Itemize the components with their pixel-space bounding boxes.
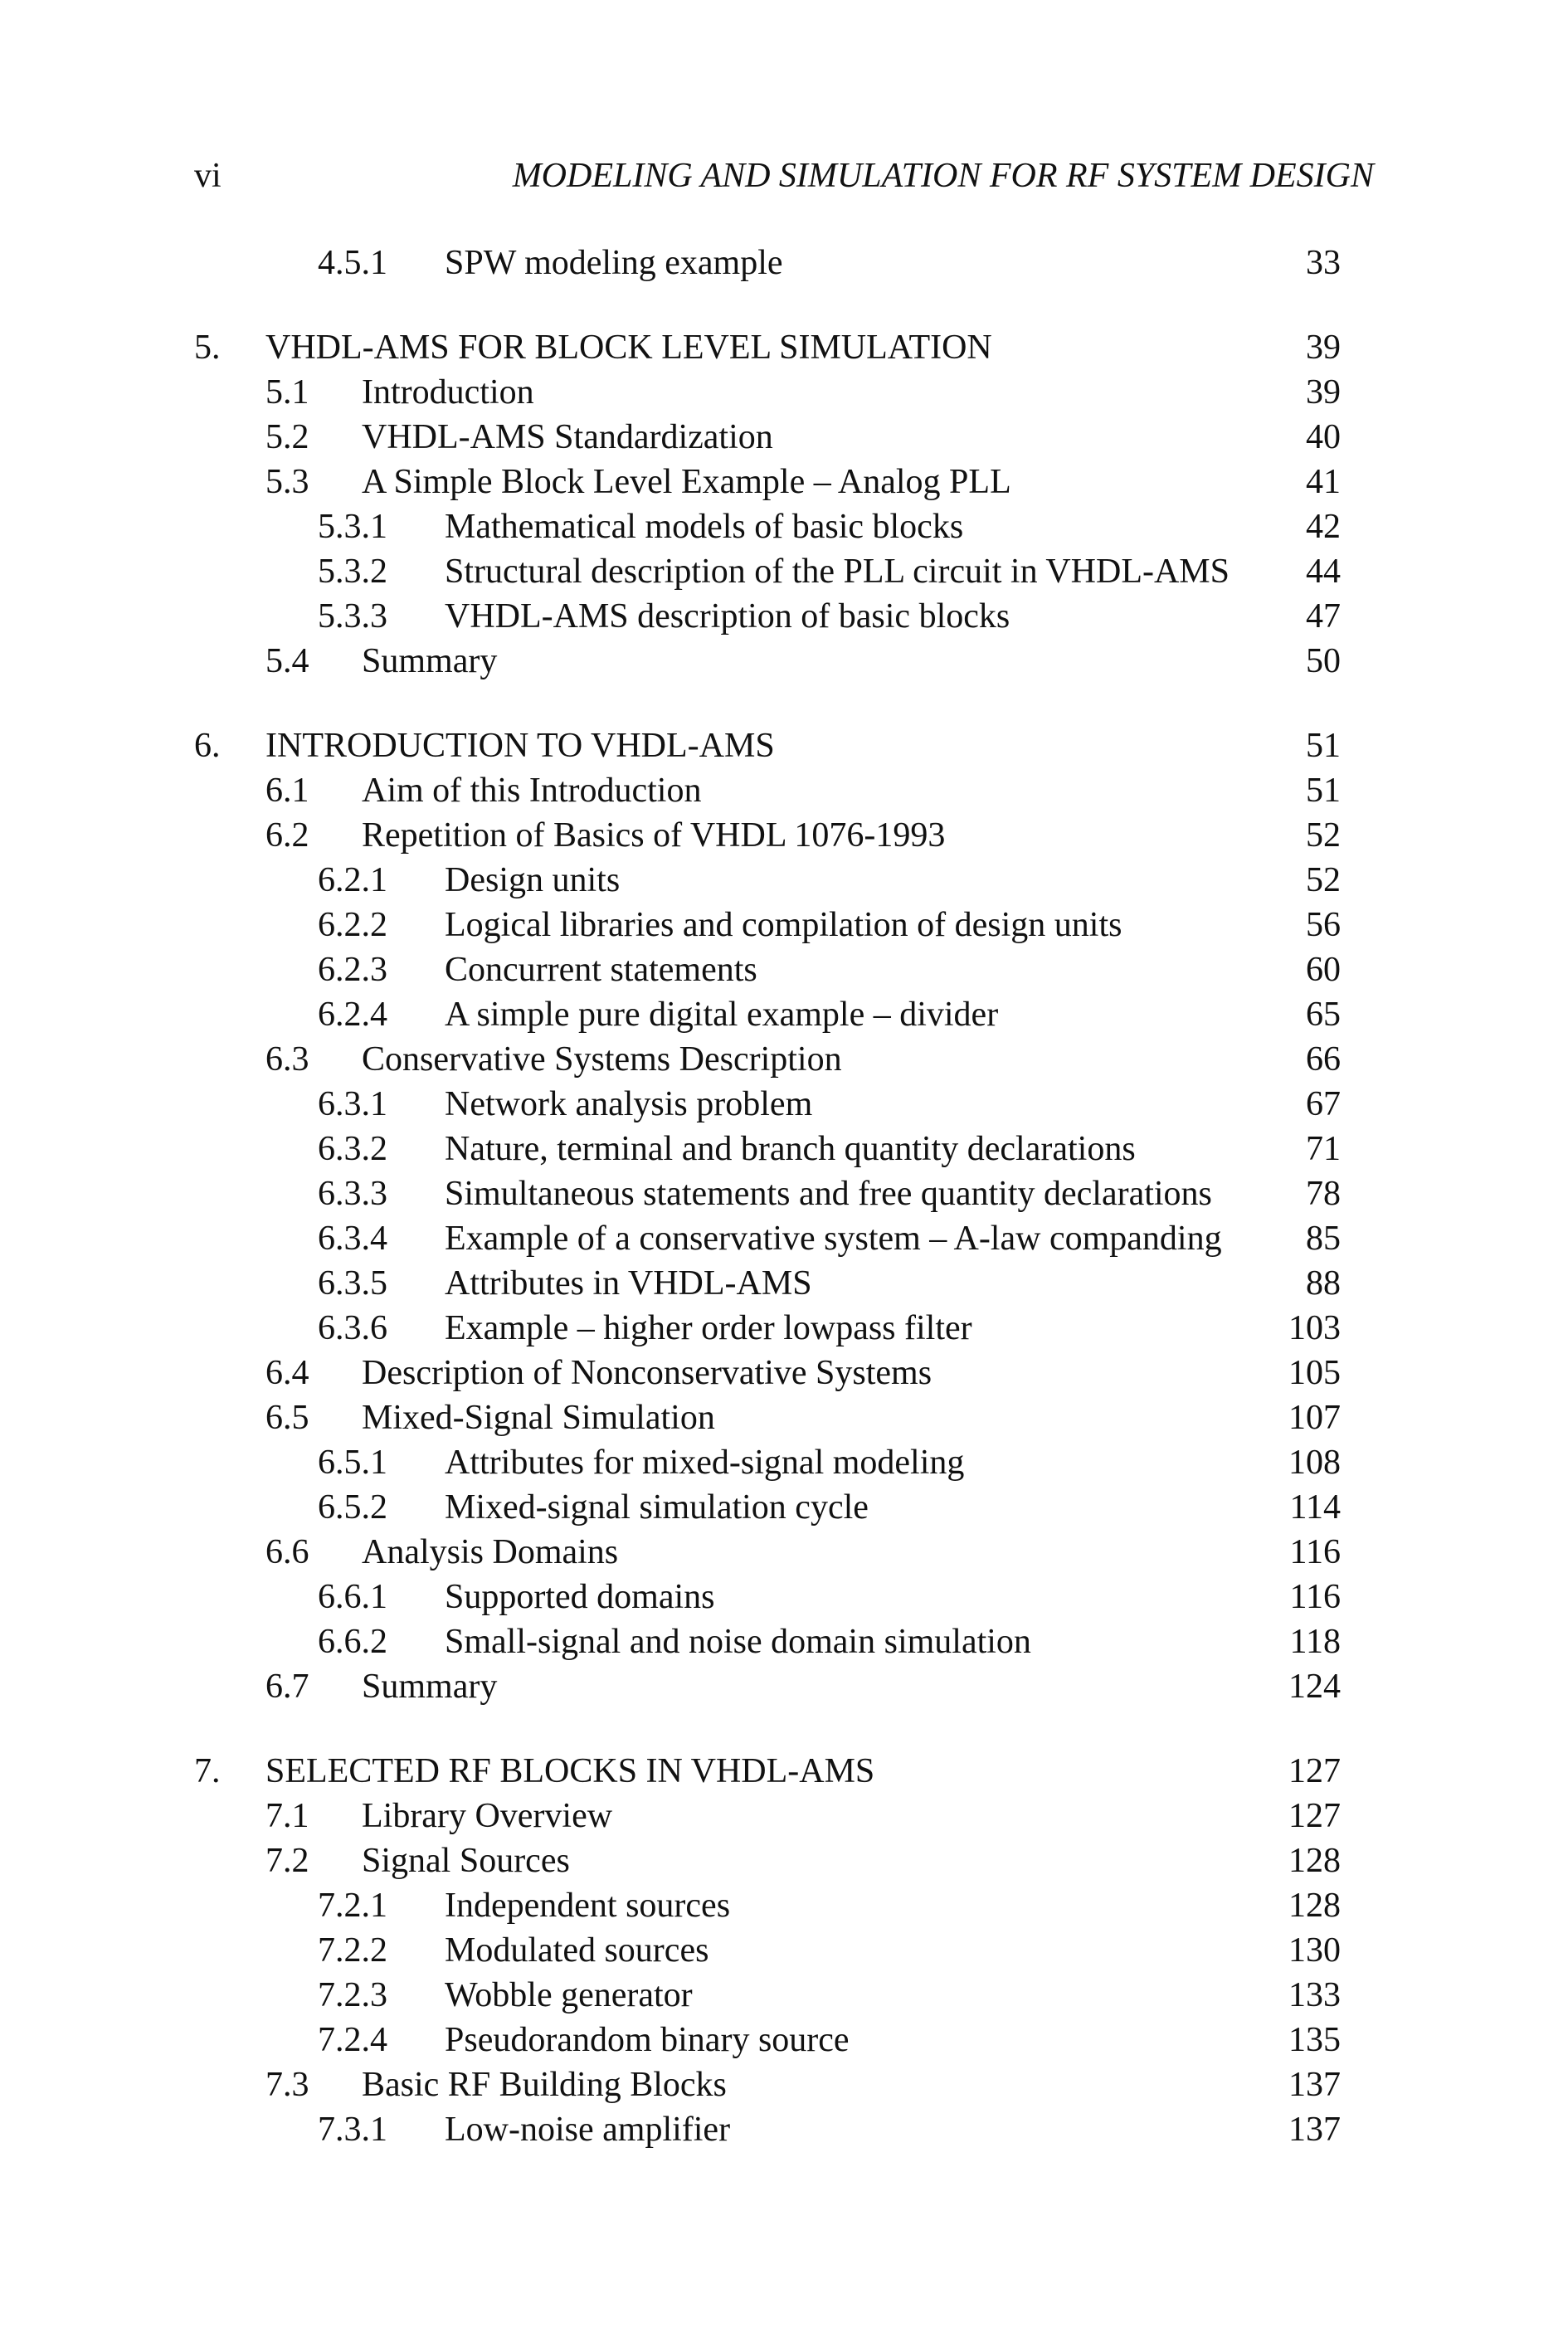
entry-number: 6.3.1: [318, 1085, 387, 1123]
entry-page: 60: [1306, 951, 1341, 989]
entry-number: 6.6: [265, 1533, 309, 1571]
toc-subsection-entry: [194, 1440, 1341, 1485]
entry-title: Nature, terminal and branch quantity declarations: [445, 1130, 1136, 1168]
entry-title: SELECTED RF BLOCKS IN VHDL-AMS: [265, 1752, 875, 1790]
entry-page: 127: [1288, 1797, 1341, 1835]
toc-subsection-entry: [194, 2018, 1341, 2062]
table-of-contents: [194, 241, 1341, 2192]
entry-number: 7.2.2: [318, 1931, 387, 1970]
entry-number: 6.6.2: [318, 1623, 387, 1661]
entry-title: Library Overview: [362, 1797, 613, 1835]
entry-number: 6.4: [265, 1354, 309, 1392]
entry-title: Pseudorandom binary source: [445, 2021, 850, 2059]
toc-section-entry: [194, 1838, 1341, 1883]
entry-page: 130: [1288, 1931, 1341, 1970]
entry-page: 137: [1288, 2066, 1341, 2104]
entry-number: 4.5.1: [318, 244, 387, 282]
toc-subsection-entry: [194, 1928, 1341, 1973]
entry-title: Introduction: [362, 373, 534, 411]
toc-section-entry: [194, 813, 1341, 858]
entry-page: 118: [1289, 1623, 1341, 1661]
entry-title: Summary: [362, 642, 498, 680]
toc-chapter-entry: [194, 1749, 1341, 1794]
entry-number: 6.2.1: [318, 861, 387, 899]
entry-title: Wobble generator: [445, 1976, 693, 2014]
toc-chapter-group: [194, 241, 1341, 285]
entry-page: 108: [1288, 1444, 1341, 1482]
entry-page: 40: [1306, 418, 1341, 456]
entry-title: Description of Nonconservative Systems: [362, 1354, 933, 1392]
entry-page: 66: [1306, 1040, 1341, 1079]
entry-number: 6.1: [265, 772, 309, 810]
entry-number: 6.3.5: [318, 1264, 387, 1303]
entry-page: 116: [1289, 1578, 1341, 1616]
toc-section-entry: [194, 1664, 1341, 1709]
toc-subsection-entry: [194, 1883, 1341, 1928]
entry-page: 56: [1306, 906, 1341, 944]
entry-number: 6.3.3: [318, 1175, 387, 1213]
toc-section-entry: [194, 415, 1341, 460]
entry-title: VHDL-AMS Standardization: [362, 418, 773, 456]
entry-page: 114: [1289, 1488, 1341, 1527]
entry-title: Structural description of the PLL circuit in VHDL-AMS: [445, 553, 1230, 591]
entry-page: 124: [1288, 1668, 1341, 1706]
toc-subsection-entry: [194, 1082, 1341, 1127]
entry-number: 6.6.1: [318, 1578, 387, 1616]
entry-number: 7.: [194, 1752, 221, 1790]
entry-title: Supported domains: [445, 1578, 715, 1616]
toc-subsection-entry: [194, 1127, 1341, 1171]
entry-page: 71: [1306, 1130, 1341, 1168]
entry-title: Basic RF Building Blocks: [362, 2066, 727, 2104]
toc-section-entry: [194, 768, 1341, 813]
entry-page: 44: [1306, 553, 1341, 591]
entry-number: 5.3: [265, 463, 309, 501]
entry-number: 7.2.1: [318, 1887, 387, 1925]
entry-number: 6.3.6: [318, 1309, 387, 1347]
entry-title: A simple pure digital example – divider: [445, 996, 999, 1034]
entry-page: 133: [1288, 1976, 1341, 2014]
toc-section-entry: [194, 1395, 1341, 1440]
toc-subsection-entry: [194, 947, 1341, 992]
entry-title: Modulated sources: [445, 1931, 709, 1970]
entry-title: Example – higher order lowpass filter: [445, 1309, 972, 1347]
entry-number: 6.2.3: [318, 951, 387, 989]
toc-section-entry: [194, 370, 1341, 415]
entry-number: 6.3.2: [318, 1130, 387, 1168]
entry-title: Simultaneous statements and free quantity declarations: [445, 1175, 1212, 1213]
entry-number: 6.5.2: [318, 1488, 387, 1527]
toc-subsection-entry: [194, 858, 1341, 903]
entry-title: Repetition of Basics of VHDL 1076-1993: [362, 816, 946, 855]
toc-subsection-entry: [194, 1306, 1341, 1351]
entry-title: Attributes in VHDL-AMS: [445, 1264, 812, 1303]
entry-number: 5.3.2: [318, 553, 387, 591]
toc-subsection-entry: [194, 1485, 1341, 1530]
toc-subsection-entry: [194, 992, 1341, 1037]
entry-page: 42: [1306, 508, 1341, 546]
entry-number: 7.1: [265, 1797, 309, 1835]
entry-page: 41: [1306, 463, 1341, 501]
entry-number: 6.5: [265, 1399, 309, 1437]
entry-title: Logical libraries and compilation of design units: [445, 906, 1122, 944]
entry-page: 51: [1306, 772, 1341, 810]
entry-title: Mixed-signal simulation cycle: [445, 1488, 869, 1527]
page-header: [194, 153, 1374, 198]
toc-chapter-entry: [194, 723, 1341, 768]
entry-number: 5.1: [265, 373, 309, 411]
toc-subsection-entry: [194, 241, 1341, 285]
entry-number: 5.4: [265, 642, 309, 680]
toc-section-entry: [194, 639, 1341, 684]
entry-page: 67: [1306, 1085, 1341, 1123]
toc-subsection-entry: [194, 594, 1341, 639]
entry-page: 33: [1306, 244, 1341, 282]
entry-page: 127: [1288, 1752, 1341, 1790]
entry-title: Attributes for mixed-signal modeling: [445, 1444, 965, 1482]
entry-page: 103: [1288, 1309, 1341, 1347]
entry-title: Independent sources: [445, 1887, 731, 1925]
entry-title: SPW modeling example: [445, 244, 783, 282]
entry-title: Signal Sources: [362, 1842, 570, 1880]
toc-subsection-entry: [194, 1171, 1341, 1216]
toc-section-entry: [194, 1530, 1341, 1575]
entry-number: 6.5.1: [318, 1444, 387, 1482]
entry-title: Summary: [362, 1668, 498, 1706]
entry-page: 105: [1288, 1354, 1341, 1392]
entry-number: 5.: [194, 329, 221, 367]
entry-page: 135: [1288, 2021, 1341, 2059]
entry-page: 51: [1306, 727, 1341, 765]
toc-section-entry: [194, 1794, 1341, 1838]
entry-number: 5.3.3: [318, 597, 387, 635]
entry-title: Design units: [445, 861, 621, 899]
entry-number: 6.7: [265, 1668, 309, 1706]
entry-title: Small-signal and noise domain simulation: [445, 1623, 1031, 1661]
entry-title: VHDL-AMS description of basic blocks: [445, 597, 1010, 635]
toc-chapter-entry: [194, 325, 1341, 370]
entry-number: 5.3.1: [318, 508, 387, 546]
entry-page: 65: [1306, 996, 1341, 1034]
entry-title: A Simple Block Level Example – Analog PLL: [362, 463, 1011, 501]
entry-number: 6.: [194, 727, 221, 765]
entry-page: 128: [1288, 1887, 1341, 1925]
entry-number: 6.2.4: [318, 996, 387, 1034]
toc-subsection-entry: [194, 504, 1341, 549]
entry-page: 39: [1306, 329, 1341, 367]
entry-number: 6.3.4: [318, 1220, 387, 1258]
entry-title: INTRODUCTION TO VHDL-AMS: [265, 727, 775, 765]
entry-page: 52: [1306, 861, 1341, 899]
running-title: MODELING AND SIMULATION FOR RF SYSTEM DESIGN: [512, 157, 1374, 195]
entry-page: 88: [1306, 1264, 1341, 1303]
entry-page: 137: [1288, 2111, 1341, 2149]
entry-number: 7.3: [265, 2066, 309, 2104]
entry-title: Example of a conservative system – A-law companding: [445, 1220, 1222, 1258]
page-number: vi: [194, 157, 222, 195]
toc-subsection-entry: [194, 1575, 1341, 1619]
toc-subsection-entry: [194, 2107, 1341, 2152]
entry-page: 128: [1288, 1842, 1341, 1880]
entry-title: Concurrent statements: [445, 951, 757, 989]
toc-subsection-entry: [194, 1973, 1341, 2018]
toc-subsection-entry: [194, 903, 1341, 947]
entry-number: 6.2.2: [318, 906, 387, 944]
toc-chapter-group: [194, 1749, 1341, 2152]
entry-page: 39: [1306, 373, 1341, 411]
entry-page: 52: [1306, 816, 1341, 855]
entry-number: 6.2: [265, 816, 309, 855]
entry-title: VHDL-AMS FOR BLOCK LEVEL SIMULATION: [265, 329, 992, 367]
entry-number: 7.2.3: [318, 1976, 387, 2014]
toc-section-entry: [194, 1037, 1341, 1082]
entry-number: 7.3.1: [318, 2111, 387, 2149]
toc-subsection-entry: [194, 1261, 1341, 1306]
entry-title: Aim of this Introduction: [362, 772, 702, 810]
toc-chapter-group: [194, 325, 1341, 684]
toc-section-entry: [194, 1351, 1341, 1395]
entry-page: 85: [1306, 1220, 1341, 1258]
entry-title: Mixed-Signal Simulation: [362, 1399, 715, 1437]
entry-page: 116: [1289, 1533, 1341, 1571]
entry-page: 107: [1288, 1399, 1341, 1437]
entry-number: 7.2.4: [318, 2021, 387, 2059]
toc-subsection-entry: [194, 1216, 1341, 1261]
entry-number: 5.2: [265, 418, 309, 456]
entry-page: 78: [1306, 1175, 1341, 1213]
entry-title: Conservative Systems Description: [362, 1040, 842, 1079]
entry-number: 7.2: [265, 1842, 309, 1880]
entry-title: Network analysis problem: [445, 1085, 813, 1123]
entry-title: Mathematical models of basic blocks: [445, 508, 964, 546]
entry-page: 50: [1306, 642, 1341, 680]
toc-subsection-entry: [194, 1619, 1341, 1664]
toc-chapter-group: [194, 723, 1341, 1709]
entry-title: Low-noise amplifier: [445, 2111, 731, 2149]
entry-number: 6.3: [265, 1040, 309, 1079]
toc-section-entry: [194, 460, 1341, 504]
toc-section-entry: [194, 2062, 1341, 2107]
toc-subsection-entry: [194, 549, 1341, 594]
entry-title: Analysis Domains: [362, 1533, 619, 1571]
entry-page: 47: [1306, 597, 1341, 635]
